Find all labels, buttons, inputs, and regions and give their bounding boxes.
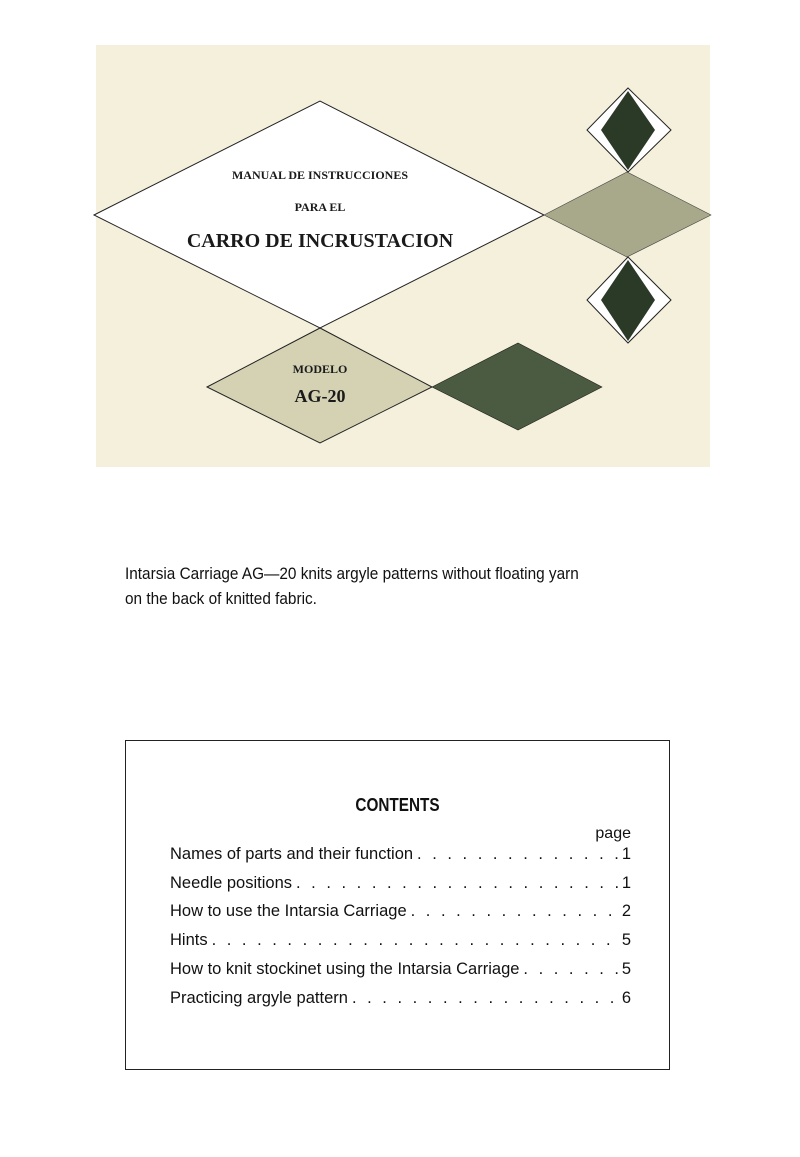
toc-page: 5 (621, 931, 631, 949)
leader-dots (212, 931, 618, 950)
toc-page: 6 (621, 989, 631, 1007)
leader-dots (296, 874, 618, 893)
cover-line1: MANUAL DE INSTRUCCIONES (231, 168, 409, 182)
contents-box (125, 740, 670, 1070)
toc-row[interactable] (170, 931, 631, 957)
toc-row[interactable] (170, 845, 631, 871)
toc-label: Practicing argyle pattern (170, 989, 348, 1007)
cover-line2: PARA EL (294, 200, 346, 214)
toc-page: 2 (621, 902, 631, 920)
toc-page: 1 (621, 845, 631, 863)
toc-row[interactable] (170, 902, 631, 928)
cover-illustration (0, 0, 800, 470)
toc-label: How to knit stockinet using the Intarsia Carriage (170, 960, 520, 978)
page-column-header: page (595, 825, 631, 842)
leader-dots (523, 960, 617, 979)
model-number: AG-20 (294, 386, 346, 406)
cover-title: CARRO DE INCRUSTACION (186, 230, 454, 252)
contents-title: CONTENTS (355, 795, 440, 815)
leader-dots (411, 902, 618, 921)
toc-label: Hints (170, 931, 208, 949)
toc-row[interactable] (170, 989, 631, 1015)
intro-paragraph (125, 562, 664, 612)
toc-label: Names of parts and their function (170, 845, 414, 863)
toc-page: 5 (621, 960, 631, 978)
toc-label: Needle positions (170, 874, 292, 892)
toc-label: How to use the Intarsia Carriage (170, 902, 407, 920)
toc-page: 1 (621, 874, 631, 892)
toc-row[interactable] (170, 960, 631, 986)
leader-dots (352, 989, 618, 1008)
leader-dots (417, 845, 618, 864)
toc-row[interactable] (170, 874, 631, 900)
intro-line: Intarsia Carriage AG—20 knits argyle patterns without floating yarn (125, 565, 579, 583)
model-label: MODELO (292, 362, 348, 376)
intro-line: on the back of knitted fabric. (125, 590, 317, 608)
